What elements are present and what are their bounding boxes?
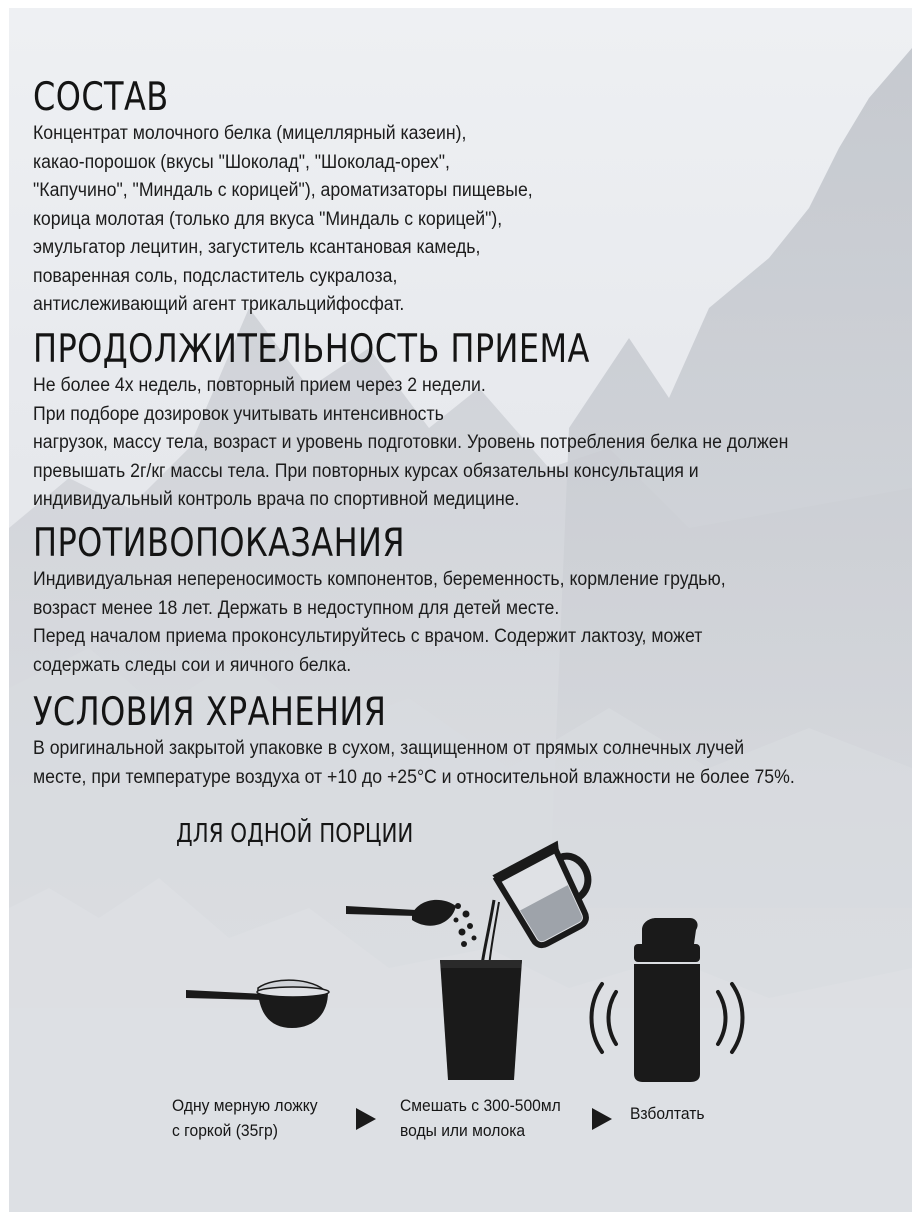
composition-line: корица молотая (только для вкуса "Миндаль с корицей"), [33, 208, 503, 230]
composition-line: эмульгатор лецитин, загуститель ксантановая камедь, [33, 237, 481, 258]
step-2-line: воды или молока [400, 1121, 526, 1140]
shaker-icon [582, 914, 752, 1084]
duration-line: превышать 2г/кг массы тела. При повторных курсах обязательны консультация и [33, 460, 699, 482]
duration-heading: ПРОДОЛЖИТЕЛЬНОСТЬ ПРИЕМА [33, 327, 590, 372]
composition-line: поваренная соль, подсластитель сукралоза, [33, 265, 398, 287]
contraindications-line: Индивидуальная непереносимость компонентов, беременность, кормление грудью, [33, 569, 726, 590]
contraindications-line: содержать следы сои и яичного белка. [33, 654, 352, 676]
section-duration [33, 328, 893, 515]
storage-heading: УСЛОВИЯ ХРАНЕНИЯ [33, 690, 387, 735]
composition-heading: СОСТАВ [33, 75, 169, 120]
composition-line: какао-порошок (вкусы "Шоколад", "Шоколад-орех", [33, 151, 450, 173]
section-composition [33, 76, 893, 320]
contraindications-heading: ПРОТИВОПОКАЗАНИЯ [33, 521, 406, 566]
pour-into-cup-icon [344, 840, 594, 1085]
step-3-label [630, 1101, 705, 1126]
section-contraindications [33, 522, 893, 680]
duration-line: При подборе дозировок учитывать интенсивность [33, 403, 444, 425]
step-2-label [400, 1093, 561, 1143]
step-1-label [172, 1093, 318, 1143]
storage-line: месте, при температуре воздуха от +10 до +25°С и относительной влажности не более 75%. [33, 766, 795, 788]
duration-line: нагрузок, массу тела, возраст и уровень подготовки. Уровень потребления белка не должен [33, 432, 789, 453]
duration-line: индивидуальный контроль врача по спортивной медицине. [33, 489, 520, 510]
composition-line: антислеживающий агент трикальцийфосфат. [33, 294, 405, 315]
contraindications-line: возраст менее 18 лет. Держать в недоступном для детей месте. [33, 597, 560, 619]
arrow-right-icon [354, 1106, 378, 1132]
step-3-line: Взболтать [630, 1104, 705, 1123]
contraindications-line: Перед началом приема проконсультируйтесь с врачом. Содержит лактозу, может [33, 626, 703, 647]
step-2-line: Смешать с 300-500мл [400, 1096, 561, 1115]
step-1-line: Одну мерную ложку [172, 1096, 318, 1115]
duration-line: Не более 4х недель, повторный прием через 2 недели. [33, 375, 486, 396]
step-1-line: с горкой (35гр) [172, 1121, 278, 1140]
portion-title: ДЛЯ ОДНОЙ ПОРЦИИ [176, 819, 414, 849]
composition-line: Концентрат молочного белка (мицеллярный казеин), [33, 123, 467, 144]
arrow-right-icon [590, 1106, 614, 1132]
storage-line: В оригинальной закрытой упаковке в сухом, защищенном от прямых солнечных лучей [33, 738, 745, 759]
section-storage [33, 691, 893, 792]
scoop-icon [184, 968, 334, 1043]
composition-line: "Капучино", "Миндаль с корицей"), ароматизаторы пищевые, [33, 180, 533, 201]
